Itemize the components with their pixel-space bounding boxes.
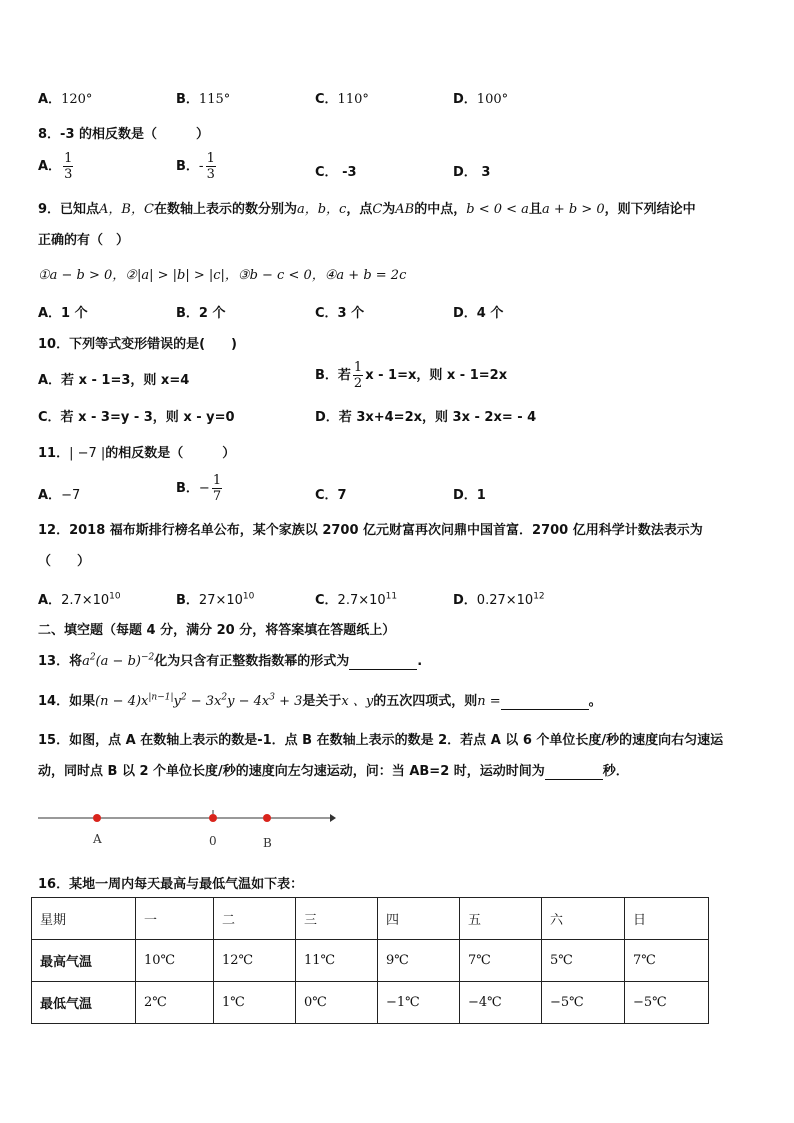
- q13-stem: 13．将$a^2(a - b)^{-2}$化为只含有正整数指数幂的形式为 .: [38, 652, 423, 669]
- q9-statements: ①a − b > 0，②|a| > |b| > |c|，③b − c < 0，④a + b = 2c: [38, 268, 407, 283]
- q12-option-d: D．$0.27\times 10^{12}$: [453, 591, 545, 608]
- table-cell: 10℃: [136, 940, 214, 982]
- table-cell: 一: [136, 898, 214, 940]
- table-cell: −5℃: [542, 982, 625, 1024]
- table-row-low: [32, 982, 709, 1024]
- table-cell: 12℃: [214, 940, 296, 982]
- q10-option-c: C．若 x - 3=y - 3，则 x - y=0: [38, 410, 235, 425]
- number-line-figure: [30, 805, 340, 855]
- q14-stem: 14．如果$(n - 4)x^{|n-1|}y^2 - 3x^2y - 4x^3 + 3$是关于x 、y的五次四项式，则n = 。: [38, 692, 602, 709]
- q8-option-a: A． $\frac{1}{3}$: [38, 151, 73, 182]
- table-cell: 二: [214, 898, 296, 940]
- point-o-marker: [209, 814, 217, 822]
- q9-option-c: C．3 个: [315, 306, 365, 321]
- q15-answer-blank[interactable]: [545, 764, 603, 780]
- q12-stem-line2: （ ）: [38, 554, 91, 569]
- table-cell: 11℃: [296, 940, 378, 982]
- q9-option-b: B．2 个: [176, 306, 226, 321]
- q10-option-b: B．若 $\frac{1}{2}$ x - 1=x，则 x - 1=2x: [315, 360, 508, 391]
- table-cell: 日: [625, 898, 709, 940]
- q14-answer-blank[interactable]: [501, 694, 589, 710]
- table-cell: 0℃: [296, 982, 378, 1024]
- table-cell: 9℃: [378, 940, 460, 982]
- q12-option-a: A．$2.7\times 10^{10}$: [38, 591, 121, 608]
- table-cell: −4℃: [460, 982, 542, 1024]
- q10-stem: 10．下列等式变形错误的是( ): [38, 337, 237, 352]
- point-a-marker: [93, 814, 101, 822]
- table-cell: −5℃: [625, 982, 709, 1024]
- q10-option-d: D．若 3x+4=2x，则 3x - 2x= - 4: [315, 410, 537, 425]
- q11-option-c: C．7: [315, 488, 347, 503]
- q7-option-b: B．115°: [176, 92, 231, 107]
- q11-option-a: A．−7: [38, 488, 81, 503]
- q16-stem: 16．某地一周内每天最高与最低气温如下表：: [38, 877, 304, 892]
- table-row-high: [32, 940, 709, 982]
- point-b-marker: [263, 814, 271, 822]
- q9-stem: 9．已知点A，B，C在数轴上表示的数分别为a，b，c，点C为AB的中点，b < 0 < a且a + b > 0，则下列结论中: [38, 202, 696, 217]
- number-line-arrow: [330, 814, 336, 822]
- table-cell: 7℃: [460, 940, 542, 982]
- table-cell: 最高气温: [32, 940, 136, 982]
- q7-option-d: D．100°: [453, 92, 509, 107]
- table-cell: 六: [542, 898, 625, 940]
- point-b-label: B: [263, 836, 272, 850]
- point-o-label: 0: [209, 834, 217, 848]
- q15-stem-line2: 动，同时点 B 以 2 个单位长度/秒的速度向左匀速运动，问：当 AB=2 时，运动时间为 秒．: [38, 764, 629, 779]
- q8-stem: 8．-3 的相反数是（ ）: [38, 127, 210, 142]
- q12-option-c: C．$2.7\times 10^{11}$: [315, 591, 398, 608]
- table-cell: 2℃: [136, 982, 214, 1024]
- q9-stem-line2: 正确的有（ ）: [38, 233, 130, 248]
- q8-option-c: C． -3: [315, 165, 357, 180]
- table-cell: 星期: [32, 898, 136, 940]
- q9-option-d: D．4 个: [453, 306, 504, 321]
- q8-option-d: D． 3: [453, 165, 491, 180]
- q11-option-b: B．− $\frac{1}{7}$: [176, 473, 222, 504]
- table-cell: 三: [296, 898, 378, 940]
- q13-answer-blank[interactable]: [349, 654, 417, 670]
- q11-option-d: D．1: [453, 488, 486, 503]
- q7-option-c: C．110°: [315, 92, 369, 107]
- q9-option-a: A．1 个: [38, 306, 88, 321]
- q10-option-a: A．若 x - 1=3，则 x=4: [38, 373, 190, 388]
- q12-option-b: B．$27\times 10^{10}$: [176, 591, 255, 608]
- q12-stem: 12．2018 福布斯排行榜名单公布，某个家族以 2700 亿元财富再次问鼎中国首富．2700 亿用科学计数法表示为: [38, 523, 703, 538]
- q8-option-b: B．- $\frac{1}{3}$: [176, 151, 215, 182]
- q7-option-a: A．120°: [38, 92, 93, 107]
- q15-stem-line1: 15．如图，点 A 在数轴上表示的数是-1．点 B 在数轴上表示的数是 2．若点 A 以 6 个单位长度/秒的速度向右匀速运: [38, 733, 724, 748]
- table-cell: 1℃: [214, 982, 296, 1024]
- table-cell: 5℃: [542, 940, 625, 982]
- table-cell: 最低气温: [32, 982, 136, 1024]
- table-cell: −1℃: [378, 982, 460, 1024]
- point-a-label: A: [93, 832, 102, 846]
- temperature-table: [31, 897, 709, 1024]
- q11-stem: 11．| −7 |的相反数是（ ）: [38, 446, 236, 461]
- table-cell: 四: [378, 898, 460, 940]
- table-cell: 7℃: [625, 940, 709, 982]
- section-2-heading: 二、填空题（每题 4 分，满分 20 分，将答案填在答题纸上）: [38, 623, 396, 638]
- table-row-header: [32, 898, 709, 940]
- table-cell: 五: [460, 898, 542, 940]
